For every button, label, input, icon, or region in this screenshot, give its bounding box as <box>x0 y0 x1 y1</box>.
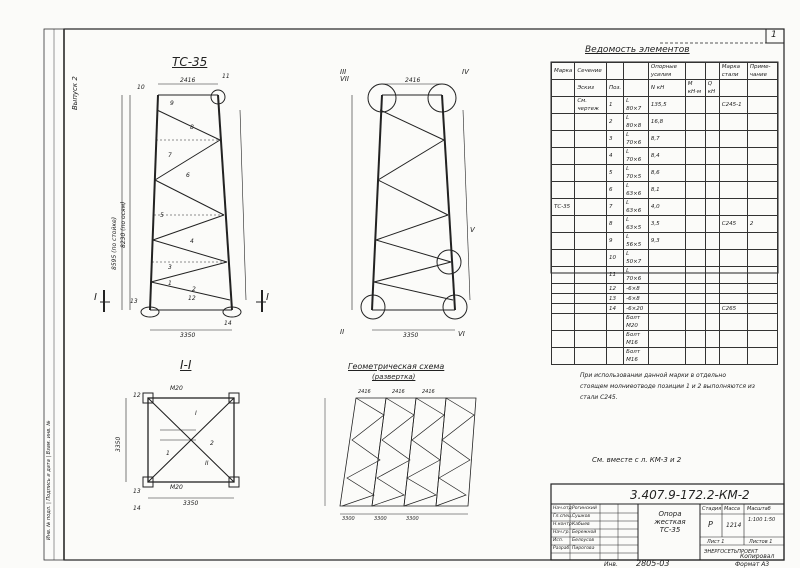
geometry-scheme <box>325 398 476 514</box>
spec-cell: 2 <box>747 216 777 233</box>
doc-code: 3.407.9-172.2-КМ-2 <box>630 488 750 502</box>
spec-cell <box>575 199 607 216</box>
spec-cell: L 70×5 <box>624 165 649 182</box>
spec-cell <box>685 199 705 216</box>
stamp-name: Белоусов <box>572 538 595 543</box>
copied-label: Копировал <box>740 553 775 560</box>
doc-name: Опора жесткая ТС-35 <box>654 510 686 534</box>
spec-header-row <box>552 63 778 80</box>
geometry-dim: 2416 <box>422 389 435 395</box>
spec-cell <box>705 294 719 304</box>
spec-cell <box>719 331 747 348</box>
spec-cell <box>685 131 705 148</box>
stage-value: Р <box>708 520 713 529</box>
spec-cell <box>705 304 719 314</box>
spec-cell <box>719 131 747 148</box>
spec-cell: 9,3 <box>648 233 685 250</box>
spec-cell: 6 <box>606 182 623 199</box>
geometry-dim: 3300 <box>406 516 419 522</box>
stamp-name: Рогинский <box>572 506 597 511</box>
spec-cell <box>719 284 747 294</box>
spec-cell <box>648 331 685 348</box>
spec-cell <box>575 165 607 182</box>
spec-cell <box>648 304 685 314</box>
geometry-dim: 2416 <box>392 389 405 395</box>
section-width: 3350 <box>183 500 199 507</box>
spec-cell <box>575 148 607 165</box>
section-mark-right: I <box>266 292 269 303</box>
spec-cell <box>685 114 705 131</box>
spec-bolt-row <box>552 348 778 365</box>
spec-cell <box>705 250 719 267</box>
spec-cell <box>575 131 607 148</box>
front-element-label: 4 <box>190 238 194 245</box>
spec-row <box>552 304 778 314</box>
spec-cell: 14 <box>606 304 623 314</box>
spec-cell: M кН·м <box>685 80 705 97</box>
spec-cell <box>705 314 719 331</box>
spec-cell <box>575 284 607 294</box>
spec-cell: ТС-35 <box>552 199 575 216</box>
spec-cell: 11 <box>606 267 623 284</box>
spec-cell: -6×20 <box>624 304 649 314</box>
spec-cell <box>624 80 649 97</box>
spec-row <box>552 216 778 233</box>
spec-row <box>552 148 778 165</box>
spec-row <box>552 182 778 199</box>
spec-cell <box>575 267 607 284</box>
section-title: I-I <box>180 358 192 372</box>
front-element-label: 5 <box>160 212 164 219</box>
spec-cell <box>552 304 575 314</box>
section-label: 1 <box>166 450 170 457</box>
spec-cell: L 63×6 <box>624 199 649 216</box>
spec-cell <box>575 331 607 348</box>
section-label: I <box>195 410 197 417</box>
mass-value: 1214 <box>726 522 742 529</box>
side-node-mark: II <box>340 328 345 336</box>
section-label: 2 <box>210 440 214 447</box>
spec-bolt-row <box>552 314 778 331</box>
spec-cell <box>552 233 575 250</box>
format-label: Формат А3 <box>735 561 770 568</box>
spec-row <box>552 250 778 267</box>
spec-cell: Болт М16 <box>624 348 649 365</box>
stamp-name: Кабыев <box>572 522 590 527</box>
spec-cell <box>719 294 747 304</box>
spec-cell <box>705 182 719 199</box>
spec-title: Ведомость элементов <box>585 45 690 55</box>
front-element-label: 12 <box>188 295 196 302</box>
spec-cell <box>747 331 777 348</box>
stamp-role: Нач.отд. <box>553 506 574 511</box>
spec-cell: -6×8 <box>624 284 649 294</box>
spec-cell <box>747 267 777 284</box>
stamp-role: Н.контр. <box>553 522 574 527</box>
spec-cell <box>648 250 685 267</box>
spec-cell <box>747 250 777 267</box>
notes-text: При использовании данной марки в отдельно стоящем молниеотводе позиции 1 и 2 выполняются из стали С245. <box>580 372 755 401</box>
spec-cell <box>575 233 607 250</box>
spec-cell: 9 <box>606 233 623 250</box>
spec-cell <box>719 114 747 131</box>
spec-row <box>552 114 778 131</box>
spec-cell <box>747 97 777 114</box>
stamp-role: Исп. <box>553 538 564 543</box>
spec-cell: 16,8 <box>648 114 685 131</box>
spec-cell: L 80×7 <box>624 97 649 114</box>
spec-cell <box>624 63 649 80</box>
spec-row <box>552 131 778 148</box>
spec-cell <box>685 294 705 304</box>
spec-row <box>552 284 778 294</box>
spec-cell <box>747 233 777 250</box>
spec-cell <box>648 294 685 304</box>
front-element-label: 6 <box>186 172 190 179</box>
side-top-width: 2416 <box>405 77 421 84</box>
sheet-label: Лист 1 <box>707 539 725 545</box>
spec-cell <box>685 304 705 314</box>
spec-cell <box>648 314 685 331</box>
spec-cell <box>648 348 685 365</box>
geometry-title: Геометрическая схема <box>348 362 445 371</box>
spec-cell <box>685 348 705 365</box>
geometry-dim: 2416 <box>358 389 371 395</box>
spec-cell <box>685 314 705 331</box>
spec-cell <box>747 165 777 182</box>
geometry-dim: 3300 <box>342 516 355 522</box>
spec-cell <box>705 199 719 216</box>
spec-cell <box>747 294 777 304</box>
spec-cell <box>719 165 747 182</box>
spec-cell <box>552 250 575 267</box>
spec-cell <box>705 267 719 284</box>
spec-cell <box>606 63 623 80</box>
spec-cell <box>719 80 747 97</box>
front-element-label: 3 <box>168 264 172 271</box>
spec-cell: Q кН <box>705 80 719 97</box>
front-element-label: 8 <box>190 124 194 131</box>
spec-cell: 7 <box>606 199 623 216</box>
front-view-title: ТС-35 <box>172 55 208 69</box>
spec-cell <box>552 114 575 131</box>
front-top-width: 2416 <box>180 77 196 84</box>
spec-cell: 8,6 <box>648 165 685 182</box>
spec-cell <box>685 97 705 114</box>
side-node-mark: III <box>340 68 347 76</box>
spec-cell <box>685 250 705 267</box>
spec-cell: Марка <box>552 63 575 80</box>
spec-cell: L 63×6 <box>624 182 649 199</box>
spec-cell: L 56×5 <box>624 233 649 250</box>
spec-cell <box>685 331 705 348</box>
side-view <box>352 84 470 330</box>
geometry-subtitle: (развертка) <box>372 373 416 381</box>
spec-cell <box>719 250 747 267</box>
spec-cell <box>552 314 575 331</box>
spec-cell <box>552 80 575 97</box>
org-name: ЭНЕРГОСЕТЬПРОЕКТ <box>704 549 758 555</box>
spec-cell <box>648 284 685 294</box>
spec-cell <box>747 304 777 314</box>
spec-cell <box>685 233 705 250</box>
spec-cell: 4 <box>606 148 623 165</box>
spec-cell <box>575 216 607 233</box>
front-bottom-width: 3350 <box>180 332 196 339</box>
section-label: 14 <box>133 505 141 512</box>
spec-cell: Болт М16 <box>624 331 649 348</box>
spec-cell: L 63×5 <box>624 216 649 233</box>
section-view <box>126 393 239 498</box>
spec-cell: Сечение <box>575 63 607 80</box>
side-bottom-width: 3350 <box>403 332 419 339</box>
stamp-name: Сушков <box>572 514 591 519</box>
section-label: 12 <box>133 392 141 399</box>
spec-cell <box>719 233 747 250</box>
section-height: 3350 <box>115 436 122 452</box>
geometry-dim: 3300 <box>374 516 387 522</box>
spec-cell <box>606 314 623 331</box>
spec-cell: 4,0 <box>648 199 685 216</box>
spec-cell <box>685 63 705 80</box>
spec-cell: Эскиз <box>575 80 607 97</box>
spec-cell <box>575 304 607 314</box>
spec-cell <box>747 80 777 97</box>
spec-cell <box>685 148 705 165</box>
spec-cell <box>705 216 719 233</box>
section-bolt-bottom: М20 <box>170 484 183 491</box>
spec-cell: 12 <box>606 284 623 294</box>
see-also: См. вместе с л. КМ-3 и 2 <box>592 456 682 464</box>
spec-cell <box>685 165 705 182</box>
spec-cell: -6×8 <box>624 294 649 304</box>
spec-bolt-row <box>552 331 778 348</box>
spec-row <box>552 97 778 114</box>
spec-cell: 8,1 <box>648 182 685 199</box>
spec-cell <box>747 348 777 365</box>
front-element-label: 2 <box>192 286 196 293</box>
spec-cell <box>552 182 575 199</box>
stamp-role: Нач.гр. <box>553 530 570 535</box>
front-element-label: 14 <box>224 320 232 327</box>
scale-header: Масштаб <box>747 506 771 512</box>
spec-cell <box>705 165 719 182</box>
spec-cell <box>719 267 747 284</box>
spec-cell: 10 <box>606 250 623 267</box>
spec-cell <box>747 131 777 148</box>
spec-cell <box>705 97 719 114</box>
spec-cell: Марка стали <box>719 63 747 80</box>
spec-cell <box>705 284 719 294</box>
spec-cell <box>719 148 747 165</box>
spec-cell <box>575 182 607 199</box>
spec-cell: 135,5 <box>648 97 685 114</box>
spec-cell: См. чертеж <box>575 97 607 114</box>
front-element-label: 9 <box>170 100 174 107</box>
archive-number: 2805-03 <box>636 559 670 568</box>
spec-cell: N кН <box>648 80 685 97</box>
spec-cell <box>747 314 777 331</box>
side-node-mark: VII <box>340 75 349 83</box>
stamp-role: Гл.спец. <box>553 514 573 519</box>
spec-cell <box>747 114 777 131</box>
spec-row <box>552 199 778 216</box>
spec-cell: L 80×8 <box>624 114 649 131</box>
spec-cell <box>575 294 607 304</box>
spec-cell: Опорные усилия <box>648 63 685 80</box>
spec-cell <box>552 267 575 284</box>
spec-cell: 2 <box>606 114 623 131</box>
spec-cell: 3 <box>606 131 623 148</box>
spec-cell <box>552 294 575 304</box>
spec-cell <box>685 284 705 294</box>
spec-row <box>552 294 778 304</box>
spec-cell <box>747 148 777 165</box>
spec-cell: 5 <box>606 165 623 182</box>
section-mark-left: I <box>94 292 97 303</box>
spec-cell: L 70×6 <box>624 148 649 165</box>
spec-cell <box>719 348 747 365</box>
stamp-role: Разраб. <box>553 546 571 551</box>
left-stamp: Инв. № подл. | Подпись и дата | Взам. инв. № <box>46 420 52 540</box>
side-node-mark: VI <box>458 330 465 338</box>
spec-cell <box>685 267 705 284</box>
side-node-mark: IV <box>462 68 469 76</box>
stamp-name: Бережной <box>572 530 597 535</box>
spec-cell: 1 <box>606 97 623 114</box>
front-element-label: 13 <box>130 298 138 305</box>
spec-cell <box>575 114 607 131</box>
spec-cell: 13 <box>606 294 623 304</box>
spec-cell <box>606 348 623 365</box>
scale-value: 1:100 1:50 <box>748 517 776 523</box>
spec-cell <box>552 216 575 233</box>
spec-row <box>552 165 778 182</box>
spec-cell <box>575 348 607 365</box>
spec-cell: С245-1 <box>719 97 747 114</box>
spec-cell <box>705 148 719 165</box>
spec-cell <box>685 216 705 233</box>
spec-subheader-row <box>552 80 778 97</box>
side-label: Выпуск 2 <box>71 76 79 110</box>
sheets-label: Листов 1 <box>749 539 773 545</box>
spec-cell <box>747 284 777 294</box>
stamp-name: Пирогова <box>572 546 595 551</box>
spec-cell <box>685 182 705 199</box>
spec-table <box>551 62 778 365</box>
section-label: 13 <box>133 488 141 495</box>
spec-cell: 8,7 <box>648 131 685 148</box>
spec-cell <box>552 165 575 182</box>
spec-cell <box>719 199 747 216</box>
spec-cell: L 70×6 <box>624 131 649 148</box>
side-node-mark: V <box>470 226 475 234</box>
spec-cell <box>575 250 607 267</box>
spec-cell <box>552 284 575 294</box>
front-element-label: 10 <box>137 84 145 91</box>
spec-cell <box>747 182 777 199</box>
spec-cell <box>705 63 719 80</box>
spec-cell <box>705 348 719 365</box>
spec-cell: Приме-чание <box>747 63 777 80</box>
section-bolt-top: М20 <box>170 385 183 392</box>
spec-cell <box>719 314 747 331</box>
spec-cell <box>705 233 719 250</box>
spec-cell: L 70×6 <box>624 267 649 284</box>
spec-cell <box>552 331 575 348</box>
front-element-label: 1 <box>168 280 172 287</box>
section-label: II <box>205 460 209 467</box>
spec-cell <box>719 182 747 199</box>
spec-cell: L 50×7 <box>624 250 649 267</box>
spec-cell <box>648 267 685 284</box>
spec-cell: Поз. <box>606 80 623 97</box>
spec-cell <box>552 148 575 165</box>
spec-cell: 8,4 <box>648 148 685 165</box>
spec-cell <box>552 131 575 148</box>
spec-cell: С245 <box>719 216 747 233</box>
front-element-label: 7 <box>168 152 172 159</box>
sheet-number: 1 <box>771 30 777 40</box>
front-element-label: 11 <box>222 73 230 80</box>
spec-cell: Болт М20 <box>624 314 649 331</box>
spec-cell <box>575 314 607 331</box>
front-height-total: 8595 (по стойке) <box>111 216 118 270</box>
spec-row <box>552 233 778 250</box>
spec-cell <box>552 97 575 114</box>
spec-cell <box>705 131 719 148</box>
front-height-axis: 8230 (по осям) <box>120 201 127 248</box>
spec-cell: 8 <box>606 216 623 233</box>
mass-header: Масса <box>724 506 740 512</box>
stage-header: Стадия <box>702 506 722 512</box>
spec-cell: 3,5 <box>648 216 685 233</box>
inv-prefix: Инв. <box>604 561 618 568</box>
spec-cell: С265 <box>719 304 747 314</box>
spec-cell <box>747 199 777 216</box>
spec-row <box>552 267 778 284</box>
spec-cell <box>606 331 623 348</box>
spec-cell <box>552 348 575 365</box>
spec-cell <box>705 114 719 131</box>
spec-cell <box>705 331 719 348</box>
